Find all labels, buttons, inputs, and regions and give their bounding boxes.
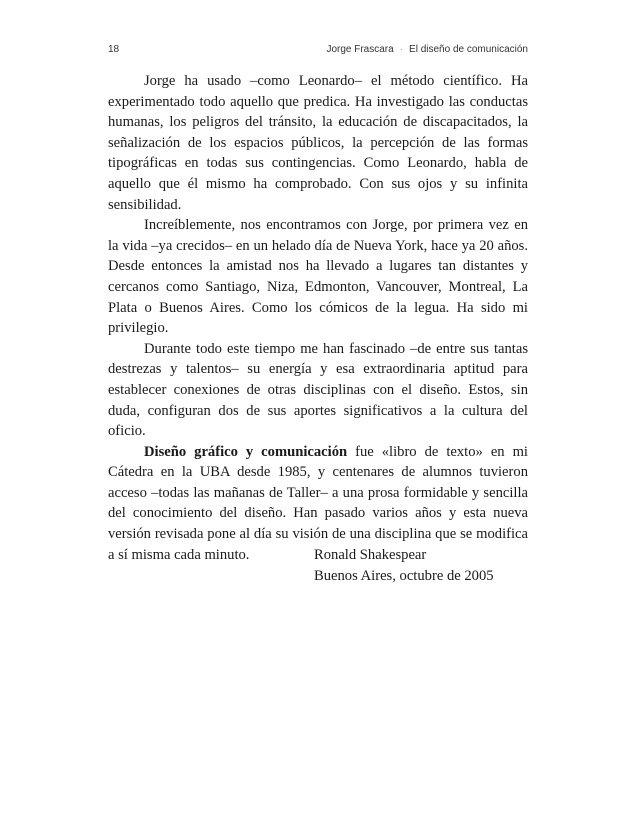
running-head-separator: · xyxy=(399,44,404,55)
page-header xyxy=(108,44,528,58)
signature-block xyxy=(314,545,494,587)
body-text xyxy=(108,71,528,565)
running-head xyxy=(326,44,528,55)
running-head-author: Jorge Frascara xyxy=(326,44,394,55)
book-title-bold: Diseño gráfico y comunicación xyxy=(144,443,348,460)
running-head-book-title: El diseño de comunicación xyxy=(409,44,528,55)
paragraph xyxy=(108,215,528,339)
signature-name: Ronald Shakespear xyxy=(314,547,427,563)
page-number: 18 xyxy=(108,44,120,55)
paragraph-text: Increíblemente, nos encontramos con Jorge, por primera vez en la vida –ya crecidos– en un helado día de Nueva York, hace ya 20 años. Desde entonces la amistad nos ha llevado a lugares tan distantes y cercanos como Santiago, Niza, Edmonton, Vancouver, Montreal, La Plata o Buenos Aires. Como los cómicos de la legua. Ha sido mi privilegio. xyxy=(108,217,528,337)
paragraph-text: Durante todo este tiempo me han fascinado –de entre sus tantas destrezas y talentos– su energía y esa extraordinaria aptitud para establecer conexiones de otras disciplinas con el diseño. Estos, sin duda, configuran dos de sus aportes significativos a la cultura del oficio. xyxy=(108,340,528,440)
signature-place-date: Buenos Aires, octubre de 2005 xyxy=(314,568,494,584)
paragraph-text: Jorge ha usado –como Leonardo– el método científico. Ha experimentado todo aquello que predica. Ha investigado las conductas humanas, los peligros del tránsito, la educación de discapacitados, la señalización de los espacios públicos, la percepción de las formas tipográficas en todas sus contingencias. Como Leonardo, habla de aquello que él mismo ha comprobado. Con sus ojos y su infinita sensibilidad. xyxy=(108,73,528,213)
paragraph xyxy=(108,71,528,215)
paragraph xyxy=(108,339,528,442)
paragraph-text: fue «libro de texto» en mi Cátedra en la UBA desde 1985, y centenares de alumnos tuvieron acceso –todas las mañanas de Taller– a una prosa formidable y sencilla del conocimiento del diseño. Han pasado varios años y esta nueva versión revisada pone al día su visión de una disciplina que se modifica a sí misma cada minuto. xyxy=(108,443,528,563)
